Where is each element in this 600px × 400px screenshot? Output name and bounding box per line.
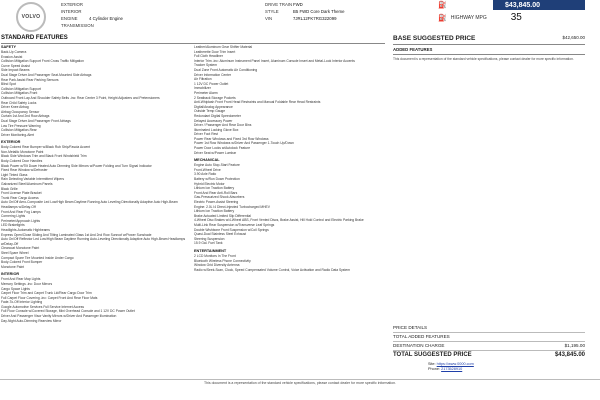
feature-item: 3.90 Axle Ratio [194, 172, 217, 177]
base-price-title: BASE SUGGESTED PRICE [393, 35, 476, 42]
feature-item: Perimeter Alarm [194, 90, 218, 95]
specs-left [61, 1, 123, 29]
feature-item: Side Impact Beams [1, 68, 30, 73]
price-label: DESTINATION CHARGE [393, 343, 445, 348]
spec-row [265, 1, 345, 8]
feature-item: Full Cloth Headliner [194, 54, 223, 59]
spec-label: STYLE [265, 9, 279, 14]
feature-item: Brake Actuated Limited Slip Differential [194, 213, 251, 218]
spec-row [61, 1, 123, 8]
feature-item: Trunk Rear Cargo Access [1, 195, 39, 200]
feature-item: Power Door Locks w/Autolock Feature [194, 146, 251, 151]
base-price-box [393, 33, 585, 61]
feature-section-heading: ENTERTAINMENT [194, 248, 227, 253]
price-label: TOTAL ADDED FEATURES [393, 334, 450, 339]
spec-label: DRIVE TRAIN [265, 2, 293, 7]
divider [0, 379, 600, 380]
city-mpg [438, 1, 455, 9]
features-column-2 [194, 45, 384, 272]
feature-item: Bluetooth Wireless Phone Connectivity [194, 258, 251, 263]
spec-value: B5 FWD Core Dark Theme [293, 9, 345, 14]
feature-item: Digital/Analog Appearance [194, 104, 233, 109]
base-price-value: $42,650.00 [562, 35, 585, 40]
feature-item: Cornering Lights [1, 214, 26, 219]
feature-item: Rear Child Safety Locks [1, 100, 37, 105]
feature-item: Fixed Rear Window w/Defroster [1, 168, 48, 173]
base-price-row [393, 33, 585, 44]
feature-item: Black Side Windows Trim and Black Front Windshield Trim [1, 154, 87, 159]
spec-value: FWD [293, 2, 303, 7]
feature-item: Lithium Ion Traction Battery [194, 186, 235, 191]
feature-item: Rain Detecting Variable Intermittent Wipers [1, 177, 64, 182]
feature-item: Galvanized Steel/Aluminum Panels [1, 182, 53, 187]
feature-item: Driver / Passenger And Rear Door Bins [194, 123, 252, 128]
spec-row [61, 8, 123, 15]
spec-value: 7JRL12FK7RG322099 [293, 16, 337, 21]
feature-item: Full Carpet Floor Covering -inc: Carpet Front And Rear Floor Mats [1, 295, 98, 300]
feature-item: Memory Settings -inc: Door Mirrors [1, 281, 53, 286]
feature-item: Airbag Occupancy Sensor [1, 109, 40, 114]
price-row [393, 342, 585, 351]
features-column-1 [1, 45, 191, 323]
phone-label: Phone [428, 367, 439, 371]
dealer-contact: Site: https://www.0000.com Phone: 2173528910 [428, 362, 474, 371]
site-label: Site [428, 362, 435, 366]
feature-item: Dual Stage Driver And Passenger Seat-Mounted Side Airbags [1, 72, 92, 77]
feature-item: Leatherette Door Trim Insert [194, 49, 236, 54]
feature-item: Outboard Front Lap And Shoulder Safety Belts -inc: Rear Center 3 Point, Height Adjusters and Pretensioners [1, 95, 160, 100]
feature-item: Back-Up Camera [1, 50, 27, 54]
feature-item: Engine: 2.0L I4 Direct-Injected Turbocharged MHEV [194, 204, 270, 209]
feature-section-heading: MECHANICAL [194, 158, 220, 163]
feature-item: Window Grid Diversity Antenna [194, 263, 240, 268]
spec-value: 4 Cylinder Engine [89, 16, 123, 21]
highway-mpg [438, 12, 522, 23]
feature-item: Front And Rear Fog Lamps [1, 209, 41, 214]
feature-item: 15.9 Gal. Fuel Tank [194, 241, 223, 246]
feature-item: Express Open/Close Sliding And Tilting Laminated Glass 1st And 2nd Row Sunroof w/Power Sunshade [1, 232, 152, 237]
feature-item: Front And Rear Map Lights [1, 277, 41, 282]
price-value: $1,195.00 [564, 343, 585, 348]
feature-item: 2 Seatback Storage Pockets [194, 95, 236, 100]
feature-item: Multi-Link Rear Suspension w/Transverse Leaf Springs [194, 222, 275, 227]
feature-item: Compact Spare Tire Mounted Inside Under Cargo [1, 255, 74, 260]
feature-item: Rear Park Assist Rear Parking Sensors [1, 77, 59, 82]
feature-item: Body-Colored Rear Bumper w/Black Rub Strip/Fascia Accent [1, 145, 91, 150]
feature-item: Carpet Floor Trim and Carpet Trunk Lid/Rear Cargo Door Trim [1, 291, 92, 296]
feature-item: Auto On/Off Aero-Composite Led Low/High Beam Daytime Running Auto Leveling Directionally Adaptive Auto High-Beam Headlamps w/Delay-Off [1, 200, 178, 209]
feature-item: Delayed Accessory Power [194, 118, 233, 123]
feature-item: Immobilizer [194, 86, 211, 91]
feature-item: Front And Rear Anti-Roll Bars [194, 190, 238, 195]
feature-item: 2 LCD Monitors In The Front [194, 253, 236, 258]
feature-item: Cargo Space Lights [1, 286, 30, 291]
added-features-note: This document is a representation of the standard vehicle specifications, please contact dealer for more specific information. [393, 56, 574, 61]
feature-item: LED Brakelights [1, 223, 25, 228]
feature-item: Collision Mitigation Support [1, 86, 41, 91]
feature-item: Body-Colored Door Handles [1, 159, 43, 164]
highway-mpg-value: 35 [510, 12, 522, 23]
price-row [393, 333, 585, 342]
feature-item: Google Automotive Services Full Service Internet Access [1, 304, 85, 309]
feature-item: Engine Auto Stop-Start Feature [194, 163, 240, 168]
feature-item: Leather/Aluminum Gear Shifter Material [194, 45, 253, 49]
feature-item: Tracker System [194, 63, 217, 68]
spec-label: VIN [265, 16, 273, 21]
footer-note: This document is a representation of the standard vehicle specifications, please contact dealer for more specific information. [203, 381, 397, 385]
feature-item: Front License Plate Bracket [1, 191, 42, 196]
feature-item: Headlights-Automatic Highbeams [1, 227, 50, 232]
feature-item: Non-Metallic Monotone Paint [1, 149, 44, 154]
feature-item: Curve Speed Assist [1, 63, 30, 68]
logo-text: VOLVO [21, 14, 41, 20]
feature-item: Collision Mitigation Support Front Cross Traffic Mitigation [1, 59, 84, 64]
feature-item: Collision Mitigation-Rear [1, 128, 37, 133]
divider [393, 44, 585, 45]
feature-item: Dual Stage Driver And Passenger Front Airbags [1, 118, 71, 123]
spec-row [265, 15, 345, 22]
feature-item: Driver And Passenger Visor Vanity Mirrors w/Driver And Passenger Illumination [1, 314, 117, 319]
feature-item: 1 12V DC Power Outlet [194, 81, 229, 86]
feature-item: Auto On/Off Reflector Led Low/High Beam Daytime Running Auto-Leveling Directionally Adaptive Auto High-Beam Headlamps w/Delay-Off [1, 237, 186, 246]
feature-item: Curtain 1st And 2nd Row Airbags [1, 114, 50, 119]
feature-item: Illuminated Locking Glove Box [194, 127, 239, 132]
spec-label: EXTERIOR [61, 2, 83, 7]
feature-item: Steel Spare Wheel [1, 250, 29, 255]
feature-item: Driver Foot Rest [194, 132, 218, 137]
spec-label: ENGINE [61, 16, 78, 21]
feature-item: Battery w/Run Down Protection [194, 177, 240, 182]
feature-item: Double Wishbone Front Suspension w/Coil Springs [194, 227, 269, 232]
feature-item: 4-Wheel Disc Brakes w/4-Wheel ABS, Front Vented Discs, Brake Assist, Hill Hold Control and Electric Parking Brake [194, 218, 364, 223]
feature-item: Black Power w/Tilt Down Heated Auto Dimming Side Mirrors w/Power Folding and Turn Signal Indicator [1, 163, 152, 168]
volvo-logo [16, 2, 46, 32]
feature-item: Clearcoat Monotone Paint [1, 246, 40, 251]
feature-item: Driver Monitoring-Alert [1, 132, 34, 137]
feature-item: Blind Spot [1, 82, 17, 87]
feature-item: Radio w/Seek-Scan, Clock, Speed Compensated Volume Control, Voice Activation and Radio Data System [194, 267, 350, 272]
fuel-icon: ⛽ [438, 2, 447, 9]
price-badge: $43,845.00 [493, 0, 585, 10]
feature-item: Evasion Assist [1, 54, 23, 59]
spec-row [61, 15, 123, 22]
price-row [393, 324, 585, 333]
spec-row [61, 22, 123, 29]
feature-item: Collision Mitigation-Front [1, 91, 38, 96]
feature-section-heading: INTERIOR [1, 272, 20, 277]
feature-item: Redundant Digital Speedometer [194, 113, 241, 118]
site-link[interactable]: https://www.0000.com [436, 362, 474, 366]
price-value: $43,845.00 [554, 352, 585, 358]
feature-item: Full Floor Console w/Covered Storage, Mini Overhead Console and 1 12V DC Power Outlet [1, 309, 135, 314]
standard-features-title: STANDARD FEATURES [1, 35, 68, 41]
price-label: TOTAL SUGGESTED PRICE [393, 352, 472, 358]
feature-item: Gas-Pressurized Shock Absorbers [194, 195, 245, 200]
feature-section-heading: SAFETY [1, 45, 16, 49]
feature-item: Monotone Paint [1, 264, 25, 269]
specs-mid [265, 1, 345, 22]
feature-section-heading: EXTERIOR [1, 140, 21, 145]
feature-item: Hybrid Electric Motor [194, 181, 225, 186]
feature-item: Anti-Whiplash Front Front Head Restraints and Manual Foldable Rear Head Restraints [194, 100, 321, 105]
price-label: PRICE DETAILS [393, 325, 428, 330]
feature-item: Black Grille [1, 186, 18, 191]
feature-item: Dual Zone Front Automatic Air Conditioning [194, 67, 258, 72]
feature-item: Front-Wheel Drive [194, 167, 221, 172]
feature-item: Perimeter/Approach Lights [1, 218, 41, 223]
feature-item: Low Tire Pressure Warning [1, 123, 41, 128]
feature-item: Light Tinted Glass [1, 172, 28, 177]
spec-row [265, 8, 345, 15]
feature-item: Driver Knee Airbag [1, 105, 29, 110]
feature-item: Fade-To-Off Interior Lighting [1, 300, 43, 305]
feature-item: Driver Information Center [194, 72, 232, 77]
feature-item: Electric Power-Assist Steering [194, 200, 239, 204]
feature-item: Outside Temp Gauge [194, 109, 226, 114]
added-features-title: ADDED FEATURES [393, 47, 585, 55]
feature-item: Day-Night Auto-Dimming Rearview Mirror [1, 318, 62, 323]
feature-item: Power Rear Windows and Fixed 3rd Row Windows [194, 136, 269, 141]
feature-item: Lithium Ion Traction Battery [194, 209, 235, 214]
total-price-row [393, 351, 585, 359]
highway-mpg-label: HIGHWAY MPG [450, 14, 487, 21]
feature-item: Power 1st Row Windows w/Driver And Passenger 1-Touch Up/Down [194, 141, 294, 146]
feature-item: Air Filtration [194, 77, 212, 82]
price-details [393, 324, 585, 359]
phone-link[interactable]: 2173528910 [441, 367, 463, 371]
spec-label: TRANSMISSION [61, 23, 94, 28]
spec-label: INTERIOR [61, 9, 82, 14]
feature-item: Steering Suspension [194, 236, 225, 241]
feature-item: Quasi-Dual Stainless Steel Exhaust [194, 232, 247, 237]
highway-icon: ⛽ [438, 14, 447, 22]
feature-item: Body-Colored Front Bumper [1, 260, 43, 265]
feature-item: Interior Trim -inc: Aluminum Instrument Panel Insert, Aluminum Console Insert and Metal-Look Interior Accents [194, 58, 355, 63]
feature-item: Driver Seat w/Power Lumbar [194, 150, 237, 155]
divider [1, 43, 385, 44]
